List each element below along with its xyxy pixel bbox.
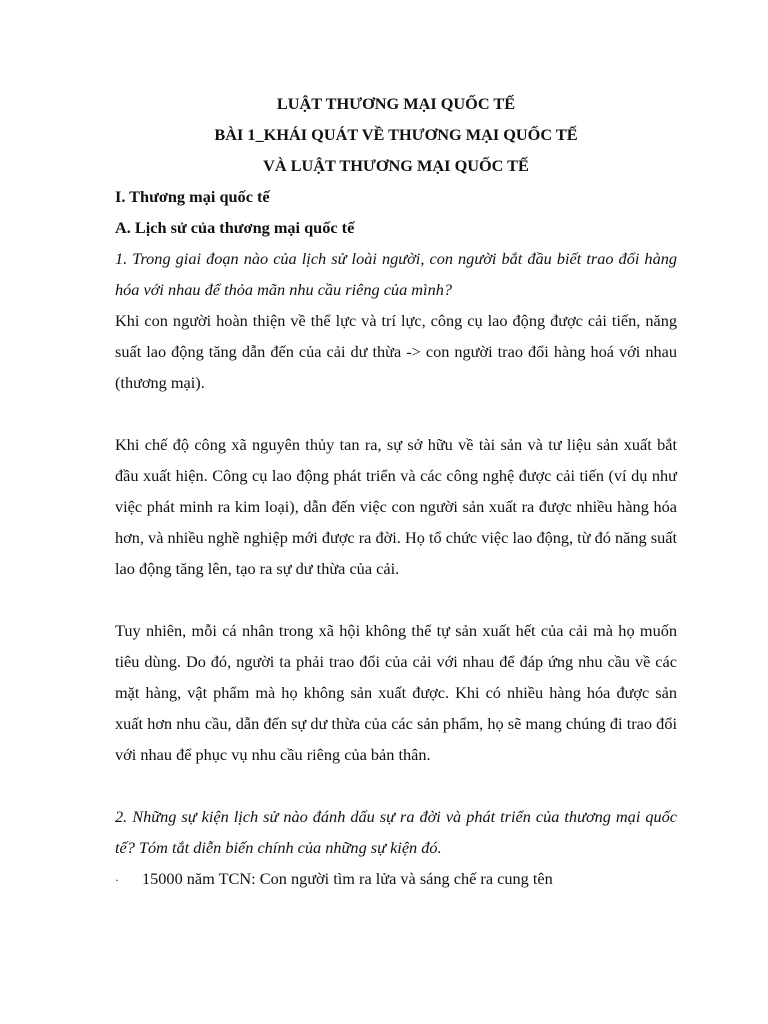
paragraph-spacer	[115, 770, 677, 801]
section-heading: I. Thương mại quốc tế	[115, 187, 270, 206]
answer-1-paragraph-3: Tuy nhiên, mỗi cá nhân trong xã hội không thể tự sản xuất hết của cải mà họ muốn tiêu dùng. Do đó, người ta phải trao đổi của cải với nhau để đáp ứng nhu cầu về các mặt hàng, vật phẩm mà họ không sản xuất được. Khi có nhiều hàng hóa được sản xuất hơn nhu cầu, dẫn đến sự dư thừa của các sản phẩm, họ sẽ mang chúng đi trao đổi với nhau để phục vụ nhu cầu riêng của bản thân.	[115, 621, 677, 764]
document-body	[115, 88, 677, 896]
bullet-item	[115, 863, 677, 896]
paragraph-spacer	[115, 398, 677, 429]
bullet-text: 15000 năm TCN: Con người tìm ra lửa và sáng chế ra cung tên	[142, 869, 553, 888]
document-title	[115, 88, 677, 181]
question-2: 2. Những sự kiện lịch sử nào đánh dấu sự ra đời và phát triển của thương mại quốc tế? Tóm tắt diễn biến chính của những sự kiện đó.	[115, 807, 677, 857]
answer-1-paragraph-1: Khi con người hoàn thiện về thể lực và trí lực, công cụ lao động được cải tiến, năng suất lao động tăng dẫn đến của cải dư thừa -> con người trao đổi hàng hoá với nhau (thương mại).	[115, 311, 677, 392]
title-line-2: BÀI 1_KHÁI QUÁT VỀ THƯƠNG MẠI QUỐC TẾ	[214, 125, 578, 144]
answer-1-paragraph-2: Khi chế độ công xã nguyên thủy tan ra, sự sở hữu về tài sản và tư liệu sản xuất bắt đầu xuất hiện. Công cụ lao động phát triển và các công nghệ được cải tiến (ví dụ như việc phát minh ra kim loại), dẫn đến việc con người sản xuất ra được nhiều hàng hóa hơn, và nhiều nghề nghiệp mới được ra đời. Họ tổ chức việc lao động, từ đó năng suất lao động tăng lên, tạo ra sự dư thừa của cải.	[115, 435, 677, 578]
paragraph-spacer	[115, 584, 677, 615]
title-line-1: LUẬT THƯƠNG MẠI QUỐC TẾ	[276, 94, 516, 113]
question-1: 1. Trong giai đoạn nào của lịch sử loài người, con người bắt đầu biết trao đổi hàng hóa với nhau để thỏa mãn nhu cầu riêng của mình?	[115, 249, 677, 299]
subsection-heading: A. Lịch sử của thương mại quốc tế	[115, 218, 355, 237]
bullet-marker: ·	[115, 873, 119, 887]
title-line-3: VÀ LUẬT THƯƠNG MẠI QUỐC TẾ	[263, 156, 529, 175]
